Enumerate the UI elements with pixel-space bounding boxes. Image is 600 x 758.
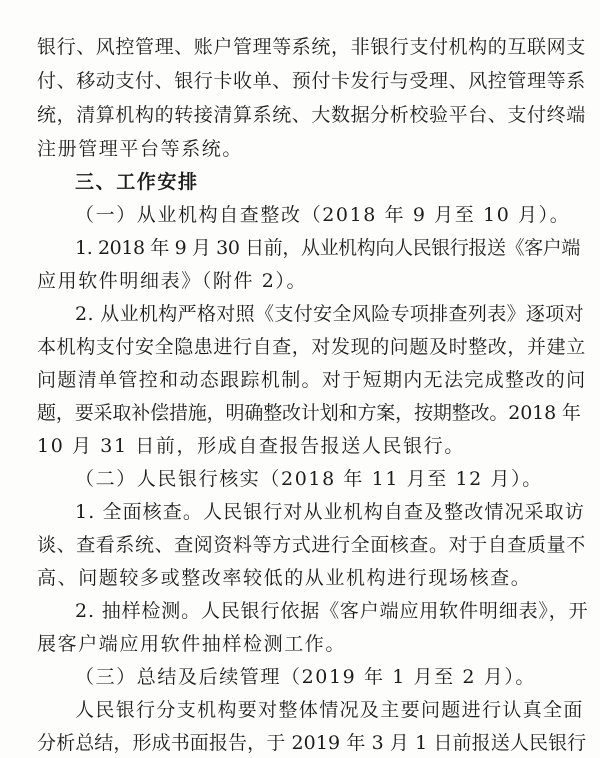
paragraph-line: 分析总结，形成书面报告，于 2019 年 3 月 1 日前报送人民银行 bbox=[37, 732, 587, 754]
paragraph-line: 付、移动支付、银行卡收单、预付卡发行与受理、风控管理等系 bbox=[37, 70, 586, 92]
paragraph-line: 1. 2018 年 9 月 30 日前，从业机构向人民银行报送《客户端 bbox=[75, 237, 580, 259]
paragraph-line: 应用软件明细表》（附件 2）。 bbox=[37, 270, 308, 292]
subsection-heading: （三）总结及后续管理（2019 年 1 月至 2 月）。 bbox=[75, 666, 537, 688]
paragraph-line: 展客户端应用软件抽样检测工作。 bbox=[37, 633, 347, 655]
paragraph-line: 2. 抽样检测。人民银行依据《客户端应用软件明细表》，开 bbox=[75, 600, 589, 622]
paragraph-line: 本机构支付安全隐患进行自查，对发现的问题及时整改，并建立 bbox=[37, 336, 586, 358]
paragraph-line: 2. 从业机构严格对照《支付安全风险专项排查列表》逐项对 bbox=[75, 303, 584, 325]
paragraph-line: 1. 全面核查。人民银行对从业机构自查及整改情况采取访 bbox=[75, 501, 585, 523]
paragraph-line: 谈、查看系统、查阅资料等方式进行全面核查。对于自查质量不 bbox=[37, 534, 586, 556]
paragraph-line: 银行、风控管理、账户管理等系统，非银行支付机构的互联网支 bbox=[37, 36, 586, 58]
paragraph-line: 题，要采取补偿措施，明确整改计划和方案，按期整改。2018 年 bbox=[37, 402, 581, 424]
section-heading: 三、工作安排 bbox=[75, 171, 199, 193]
paragraph-line: 注册管理平台等系统。 bbox=[37, 138, 244, 160]
subsection-heading: （二）人民银行核实（2018 年 11 月至 12 月）。 bbox=[75, 468, 543, 490]
paragraph-line: 10 月 31 日前，形成自查报告报送人民银行。 bbox=[37, 435, 465, 457]
paragraph-line: 人民银行分支机构要对整体情况及主要问题进行认真全面 bbox=[75, 699, 584, 721]
paragraph-line: 统，清算机构的转接清算系统、大数据分析校验平台、支付终端 bbox=[37, 104, 586, 126]
subsection-heading: （一）从业机构自查整改（2018 年 9 月至 10 月）。 bbox=[75, 204, 571, 226]
paragraph-line: 问题清单管控和动态跟踪机制。对于短期内无法完成整改的问 bbox=[37, 369, 587, 391]
paragraph-line: 高、问题较多或整改率较低的从业机构进行现场核查。 bbox=[37, 567, 532, 589]
